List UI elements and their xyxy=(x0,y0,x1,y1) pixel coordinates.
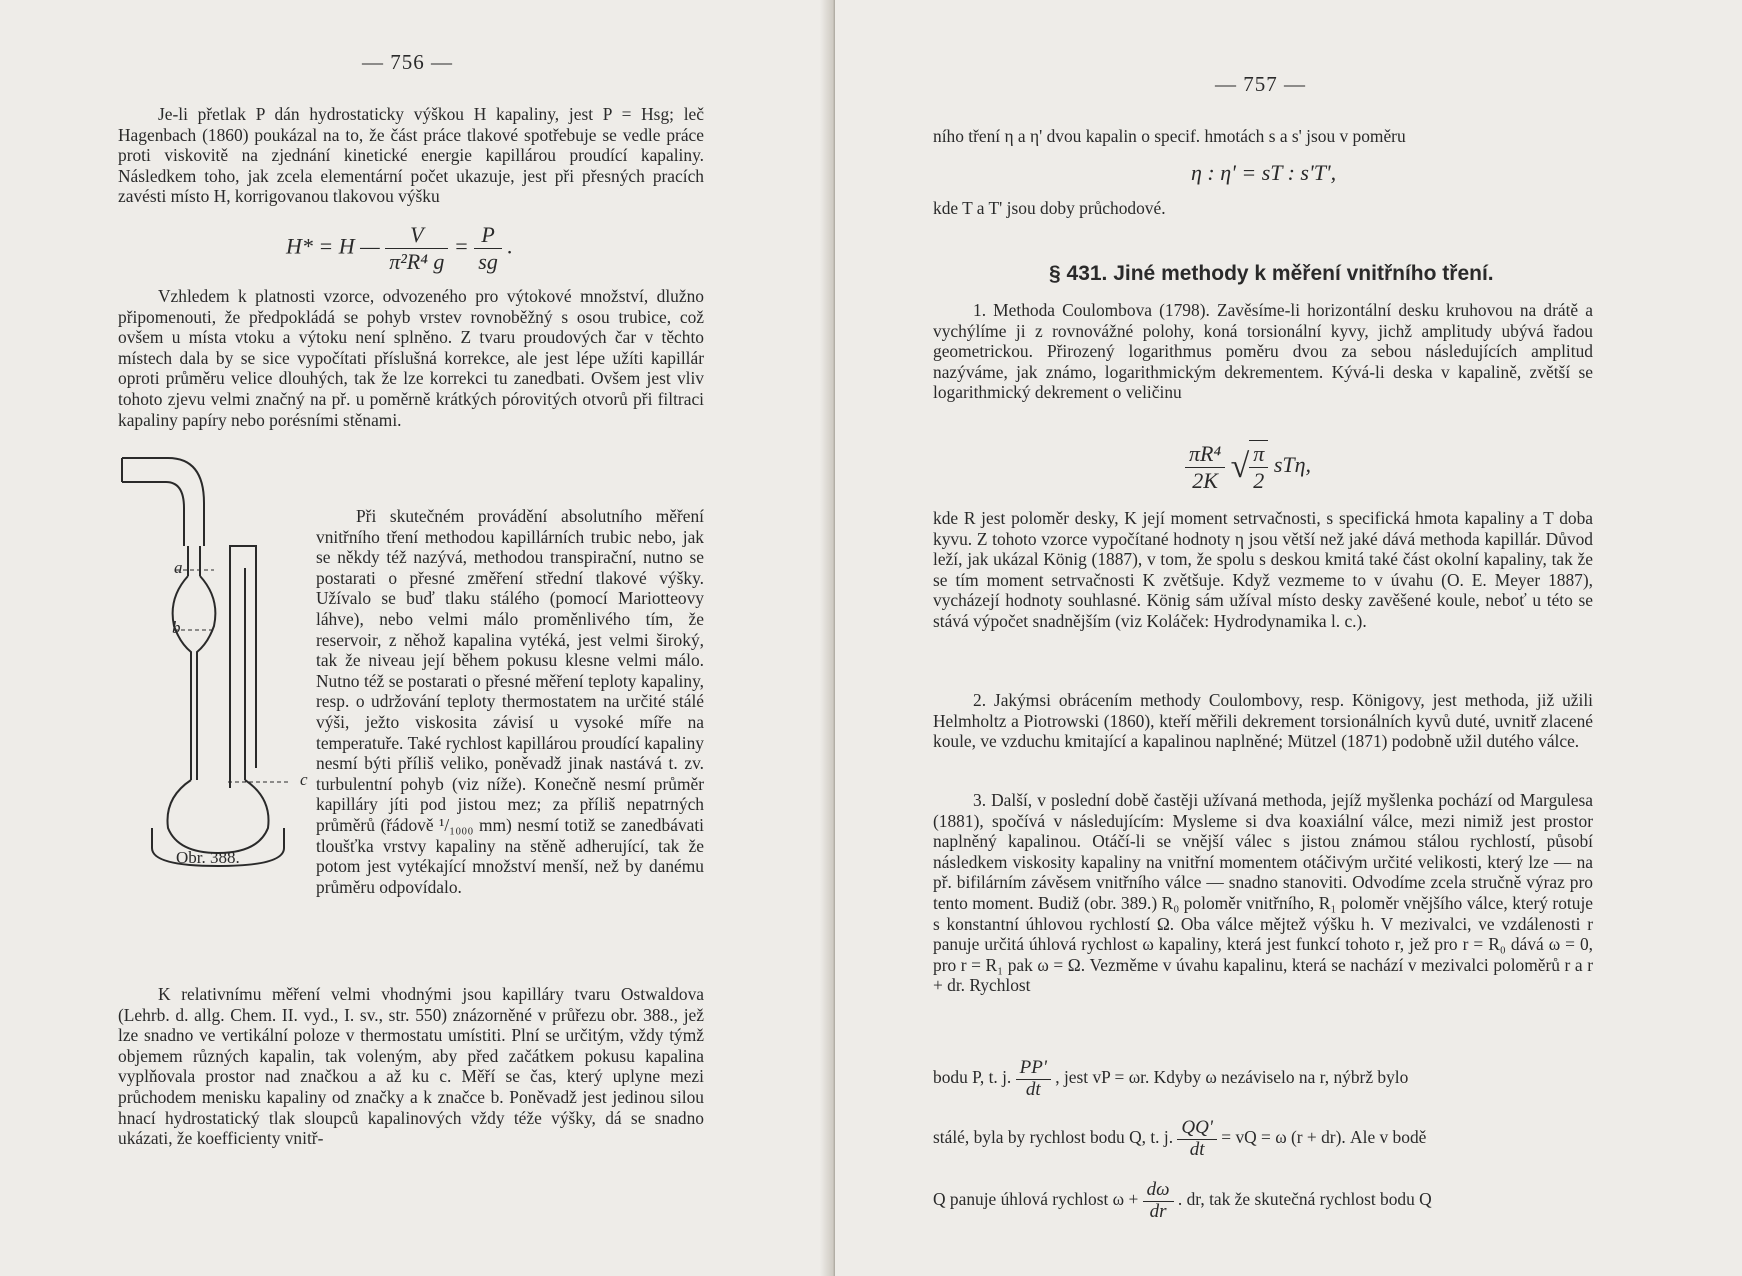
fraction: $\frac{V}{\text{π²R⁴ g}}$ xyxy=(385,222,448,275)
left-page xyxy=(0,0,835,1276)
ostwald-viscometer-figure xyxy=(118,448,318,868)
formula-line: stálé, byla by rychlost bodu Q, t. j. $\frac{QQ'}{dt}$ = vQ = ω (r + dr). Ale v bodě xyxy=(933,1117,1427,1160)
page-number: — 757 — xyxy=(1215,72,1306,96)
formula-line: Q panuje úhlová rychlost ω + $\frac{d\omega}{dr}$ . dr, tak že skutečná rychlost bodu Q xyxy=(933,1179,1432,1222)
paragraph: K relativnímu měření velmi vhodnými jsou kapilláry tvaru Ostwaldova (Lehrb. d. allg. Chem. II. vyd., I. sv., str. 550) znázorněné v průřezu obr. 388., jež lze snadno ve vertikální poloze v thermostatu umístiti. Plní se určitým, vždy týmž objemem různých kapalin, tak voleným, aby před začátkem pokusu kapalina vyplňovala prostor nad značkou a až ku c. Měří se čas, který uplyne mezi průchodem menisku kapaliny od značky a k značce b. Poněvadž jest jedinou silou hnací hydrostatický tlak sloupců kapalinových vždy téže výšky, dá se snadno ukázati, že koefficienty vnitř- xyxy=(118,984,704,1149)
paragraph: 1. Methoda Coulombova (1798). Zavěsíme-li horizontální desku kruhovou na drátě a vychýlíme ji z rovnovážné polohy, koná torsionální kyvy, jichž amplitudy ubývá řadou geometrickou. Přirozený logarithmus poměru dvou za sebou následujících amplitud nazýváme, jak známo, logarithmickým dekrementem. Kývá-li deska v kapalině, zvětší se logarithmický dekrement o veličinu xyxy=(933,300,1593,403)
equation: $\frac{\text{πR⁴}}{2K}$ √ $\frac{\pi}{2}$ sTη, xyxy=(1185,440,1311,494)
equation-lhs: H* = H — xyxy=(286,233,380,259)
figure-label-c: c xyxy=(300,770,308,789)
paragraph: Vzhledem k platnosti vzorce, odvozeného pro výtokové množství, dlužno připomenouti, že předpokládá se pohyb vrstev rovnoběžný s osou trubice, což ovšem u místa vtoku a výtoku není splněno. Z tvaru proudových čar v těchto místech dala by se sice vypočítati příslušná korrekce, ale jest lépe užíti kapillár oproti průměru velice dlouhých, tak že lze korrekci tu zanedbati. Ovšem jest vliv tohoto zjevu velmi značný na př. u poměrně krátkých pórovitých otvorů při filtraci kapaliny papíry nebo porésními stěnami. xyxy=(118,286,704,430)
paragraph: Je-li přetlak P dán hydrostaticky výškou H kapaliny, jest P = Hsg; leč Hagenbach (1860) poukázal na to, že část práce tlakové spotřebuje se vedle práce proti viskovitě na zjednání kinetické energie kapillárou proudící kapaliny. Následkem toho, jak zcela elementární počet ukazuje, jest při přesných pracích zavésti místo H, korrigovanou tlakovou výšku xyxy=(118,104,704,207)
paragraph: kde R jest poloměr desky, K její moment setrvačnosti, s specifická hmota kapaliny a T doba kyvu. Z tohoto vzorce vypočítané hodnoty η jsou větší než jaké dává methoda kapillár. Důvod leží, jak ukázal König (1887), v tom, že spolu s deskou kmitá také část okolní kapaliny, tak že se tím moment setrvačnosti K zvětšuje. Když vezmeme to v úvahu (O. E. Meyer 1887), vycházejí hodnoty souhlasné. König sám užíval místo desky zavěšené koule, neboť u této se stává výpočet snadnějším (viz Koláček: Hydrodynamika l. c.). xyxy=(933,508,1593,631)
radical-sign: √ xyxy=(1230,448,1250,485)
paragraph: ního tření η a η' dvou kapalin o specif. hmotách s a s' jsou v poměru xyxy=(933,126,1406,146)
fraction: $\frac{PP'}{dt}$ xyxy=(1016,1058,1051,1100)
fraction: $\frac{QQ'}{dt}$ xyxy=(1177,1118,1217,1160)
fraction: $\frac{P}{sg}$ xyxy=(474,222,502,275)
equation: H* = H — $\frac{V}{\text{π²R⁴ g}}$ = $\frac{P}{sg}$ . xyxy=(286,222,513,274)
section-heading: § 431. Jiné methody k měření vnitřního tření. xyxy=(1049,262,1494,285)
right-page xyxy=(835,0,1742,1276)
paragraph: Při skutečném provádění absolutního měření vnitřního tření methodou kapillárních trubic nebo, jak se někdy též nazývá, methodou transpirační, nutno se postarati o přesné změření střední tlakové výšky. Užívalo se buď tlaku stálého (pomocí Mariotteovy láhve), nebo velmi málo proměnlivého tím, že reservoir, z něhož kapalina vytéká, jest velmi široký, tak že niveau její během pokusu klesne velmi málo. Nutno též se postarati o přesné měření teploty kapaliny, resp. o udržování teploty thermostatem na určité stálé výši, ježto viskosita závisí u vysoké míře na temperatuře. Také rychlost kapillárou proudící kapaliny nesmí býti příliš veliko, poněvadž jinak nastává t. zv. turbulentní pohyb (viz níže). Konečně nesmí průměr kapilláry jíti pod jistou mez; za příliš nepatrných průměrů (řádově ¹/₁₀₀₀ mm) nesmí totiž se zanedbávati tloušťka vrstvy kapaliny na stěně adherující, tak že potom jest vytékající množství menší, než by danému průměru odpovídalo. xyxy=(316,506,704,897)
fraction: $\frac{\pi}{2}$ xyxy=(1249,440,1268,494)
page-number: — 756 — xyxy=(362,50,453,74)
figure-label-a: a xyxy=(174,558,183,577)
figure-label-b: b xyxy=(172,618,181,637)
figure-caption: Obr. 388. xyxy=(176,848,240,867)
paragraph: kde T a T' jsou doby průchodové. xyxy=(933,198,1166,218)
equation: η : η' = sT : s'T', xyxy=(1191,160,1337,185)
paragraph: 3. Další, v poslední době častěji užívaná methoda, jejíž myšlenka pochází od Margulesa (1881), spočívá v následujícím: Mysleme si dva koaxiální válce, mezi nimiž jest prostor naplněný kapalinou. Otáčí-li se vnější válec s jistou známou stálou rychlostí, působí následkem viskosity kapaliny na vnitřní momentem otáčivým určité velikosti, který lze — na př. bifilárním závěsem vnitřního válce — snadno stanoviti. Odvodíme zcela stručně výraz pro tento moment. Budiž (obr. 389.) R₀ poloměr vnitřního, R₁ poloměr vnějšího válce, který rotuje s konstantní úhlovou rychlostí Ω. Oba válce mějtež výšku h. V mezivalci, ve vzdálenosti r panuje určitá úhlová rychlost ω kapaliny, která jest funkcí tohoto r, jež pro r = R₀ dává ω = 0, pro r = R₁ pak ω = Ω. Vezměme v úvahu kapalinu, která se nachází v mezivalci poloměrů r a r + dr. Rychlost xyxy=(933,790,1593,996)
paragraph: 2. Jakýmsi obrácením methody Coulombovy, resp. Königovy, jest methoda, již užili Helmholtz a Piotrowski (1860), kteří měřili dekrement torsionálních kyvů duté, uvnitř zlacené koule, ve vzduchu kmitající a kapalinou naplněné; Mützel (1871) podobně užil dutého válce. xyxy=(933,690,1593,752)
fraction: $\frac{d\omega}{dr}$ xyxy=(1143,1180,1174,1222)
formula-line: bodu P, t. j. $\frac{PP'}{dt}$ , jest vP = ωr. Kdyby ω nezáviselo na r, nýbrž bylo xyxy=(933,1057,1409,1100)
fraction: $\frac{\text{πR⁴}}{2K}$ xyxy=(1185,441,1225,494)
